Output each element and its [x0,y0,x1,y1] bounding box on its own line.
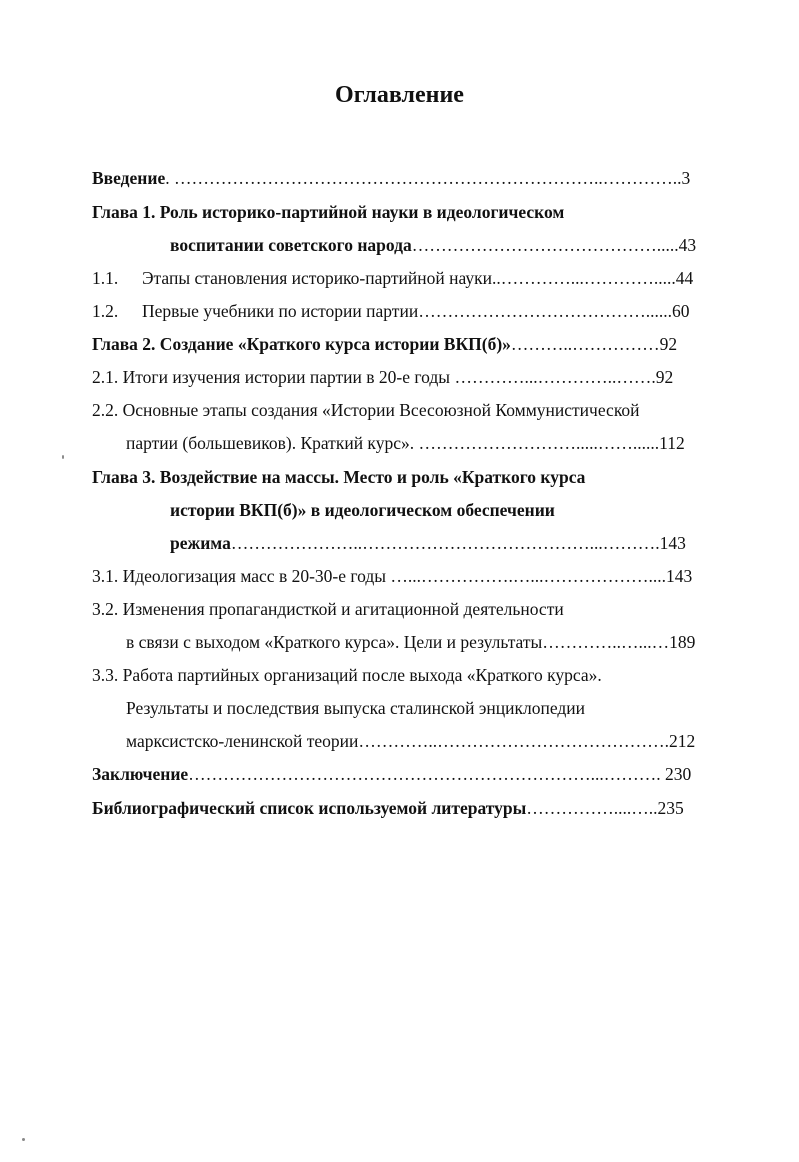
toc-page: 44 [675,268,694,288]
toc-entry-1-2 [92,300,689,322]
toc-entry-3-2 [126,631,695,653]
toc-entry-conclusion [92,763,691,785]
toc-entry-3-1 [92,565,692,587]
toc-entry-bibliography [92,797,684,819]
toc-label: воспитании советского народа [170,235,412,255]
toc-entry-1-1 [92,267,693,289]
toc-entry-chapter-1 [170,234,696,256]
toc-entry-2-2 [126,432,685,454]
toc-page: 43 [678,235,697,255]
page-title: Оглавление [335,82,464,108]
toc-entry-chapter-2 [92,333,677,355]
toc-label: Этапы становления историко-партийной науки [142,268,492,288]
toc-page: 230 [665,764,692,784]
toc-label: режима [170,533,231,553]
toc-label: марксистско-ленинской теории [126,731,359,751]
toc-label: в связи с выходом «Краткого курса». Цели и результаты [126,632,543,652]
toc-page: 143 [659,533,686,553]
toc-leader: ……………………………………..... [411,235,679,255]
toc-page: 212 [669,731,696,751]
scan-speck [62,455,64,459]
toc-label: Заключение [92,764,189,784]
toc-number: 1.2. [92,301,119,321]
toc-page: 235 [657,798,684,818]
toc-page: 92 [659,334,678,354]
toc-label: Первые учебники по истории партии [142,301,419,321]
toc-entry-3-3 [126,730,695,752]
toc-label: партии (большевиков). Краткий курс». [126,433,419,453]
toc-label: 2.1. Итоги изучения истории партии в 20-е годы [92,367,455,387]
toc-page: 189 [669,632,696,652]
scan-speck [22,1138,25,1141]
toc-page: 3 [681,168,691,188]
toc-section-3-2-title: 3.2. Изменения пропагандисткой и агитационной деятельности [92,599,564,619]
toc-leader: …………………………………...... [418,301,672,321]
toc-leader: …………...…………..……. [454,367,656,387]
toc-entry-chapter-3 [170,532,686,554]
toc-chapter-3-title-line-2: истории ВКП(б)» в идеологическом обеспечении [170,500,555,520]
toc-page: 92 [655,367,674,387]
toc-page: 60 [671,301,690,321]
toc-number: 1.1. [92,268,119,288]
toc-label: Библиографический список используемой литературы [92,798,527,818]
toc-page: 143 [666,566,693,586]
toc-label: Глава 2. Создание «Краткого курса истории ВКП(б)» [92,334,511,354]
toc-leader: ……………………………………………………………...………. [188,764,666,784]
toc-leader: …………………..…………………………………...………. [230,533,660,553]
toc-leader: ……………....….. [526,798,658,818]
toc-section-3-3-title-line-2: Результаты и последствия выпуска сталинской энциклопедии [126,698,586,718]
toc-entry-introduction [92,167,690,189]
toc-leader: ………..…………… [510,334,660,354]
toc-leader: . ………………………………………………………………..………….. [165,168,682,188]
toc-chapter-1-title: Глава 1. Роль историко-партийной науки в идеологическом [92,202,565,222]
toc-leader: …...…………….…...……………….... [390,566,667,586]
toc-leader: ..…………...…………..... [492,268,676,288]
toc-chapter-3-title-line-1: Глава 3. Воздействие на массы. Место и роль «Краткого курса [92,467,586,487]
toc-section-2-2-title: 2.2. Основные этапы создания «Истории Всесоюзной Коммунистической [92,400,640,420]
toc-section-3-3-title-line-1: 3.3. Работа партийных организаций после выхода «Краткого курса». [92,665,602,685]
toc-leader: …………..…………………………………. [358,731,669,751]
toc-label: Введение [92,168,166,188]
toc-leader: …………..…...… [542,632,670,652]
toc-entry-2-1 [92,366,673,388]
toc-label: 3.1. Идеологизация масс в 20-30-е годы [92,566,391,586]
toc-leader: ……………………….....……...... [418,433,660,453]
toc-page: 112 [659,433,685,453]
